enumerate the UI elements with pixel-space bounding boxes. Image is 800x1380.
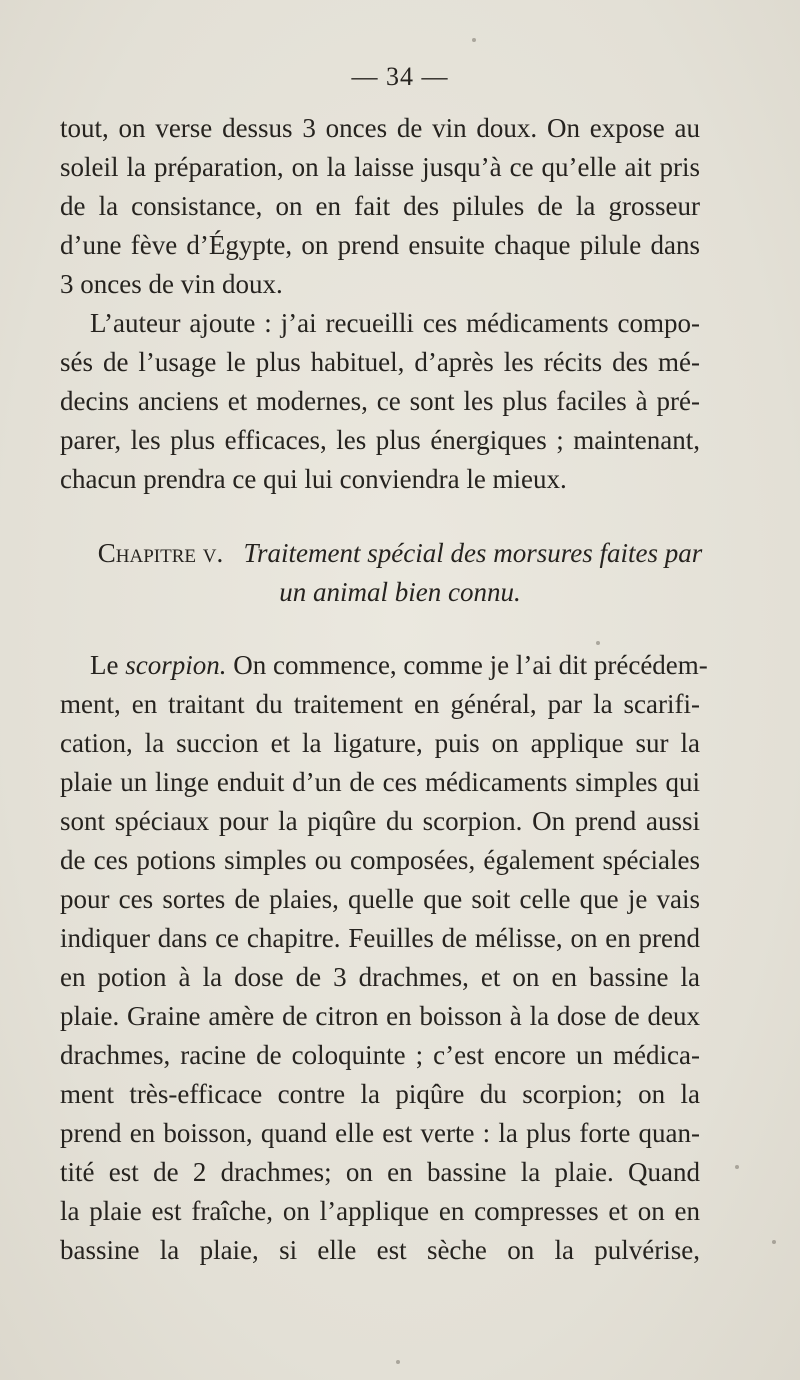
text-line: indiquer dans ce chapitre. Feuilles de mélisse, on en prend [60,923,700,953]
paper-speck [596,641,600,645]
paper-speck [396,1360,400,1364]
text-line: 3 onces de vin doux. [60,269,283,299]
text-line: decins anciens et modernes, ce sont les plus faciles à pré- [60,386,700,416]
text-line: de la consistance, on en fait des pilules de la grosseur [60,191,700,221]
lead-word: Le [90,650,126,680]
paper-speck [735,1165,739,1169]
text-line: de ces potions simples ou composées, également spéciales [60,845,700,875]
text-line: sont spéciaux pour la piqûre du scorpion. On prend aussi [60,806,700,836]
text-line: d’une fève d’Égypte, on prend ensuite chaque pilule dans [60,230,700,260]
text-line: tité est de 2 drachmes; on en bassine la plaie. Quand [60,1157,700,1187]
paper-speck [472,38,476,42]
scorpion-term: scorpion. [125,650,227,680]
chapter-title-continued: un animal bien connu. [279,577,521,607]
text-line: pour ces sortes de plaies, quelle que soit celle que je vais [60,884,700,914]
text-line: plaie. Graine amère de citron en boisson à la dose de deux [60,1001,700,1031]
lead-rest: On commence, comme je l’ai dit précédem- [226,650,708,680]
page-number: — 34 — [351,62,449,91]
text-line: sés de l’usage le plus habituel, d’après les récits des mé- [60,347,700,377]
text-line: ment très-efficace contre la piqûre du scorpion; on la [60,1079,700,1109]
text-line: parer, les plus efficaces, les plus énergiques ; maintenant, [60,425,700,455]
text-line: drachmes, racine de coloquinte ; c’est encore un médica- [60,1040,700,1070]
text-line: la plaie est fraîche, on l’applique en compresses et on en [60,1196,700,1226]
text-line: bassine la plaie, si elle est sèche on la pulvérise, [60,1235,700,1265]
chapter-title: Traitement spécial des morsures faites par [243,538,703,568]
text-line: chacun prendra ce qui lui conviendra le mieux. [60,464,567,494]
text-line: prend en boisson, quand elle est verte : la plus forte quan- [60,1118,700,1148]
text-line [90,647,708,684]
text-line: ment, en traitant du traitement en général, par la scarifi- [60,689,700,719]
text-line: tout, on verse dessus 3 onces de vin doux. On expose au [60,113,700,143]
text-line: L’auteur ajoute : j’ai recueilli ces médicaments compo- [90,308,700,338]
text-line: en potion à la dose de 3 drachmes, et on en bassine la [60,962,700,992]
paper-speck [772,1240,776,1244]
text-line: cation, la succion et la ligature, puis on applique sur la [60,728,700,758]
text-line: plaie un linge enduit d’un de ces médicaments simples qui [60,767,700,797]
chapter-label: Chapitre v. [97,538,224,568]
chapter-heading-line-1 [0,535,800,572]
text-line: soleil la préparation, on la laisse jusqu’à ce qu’elle ait pris [60,152,700,182]
